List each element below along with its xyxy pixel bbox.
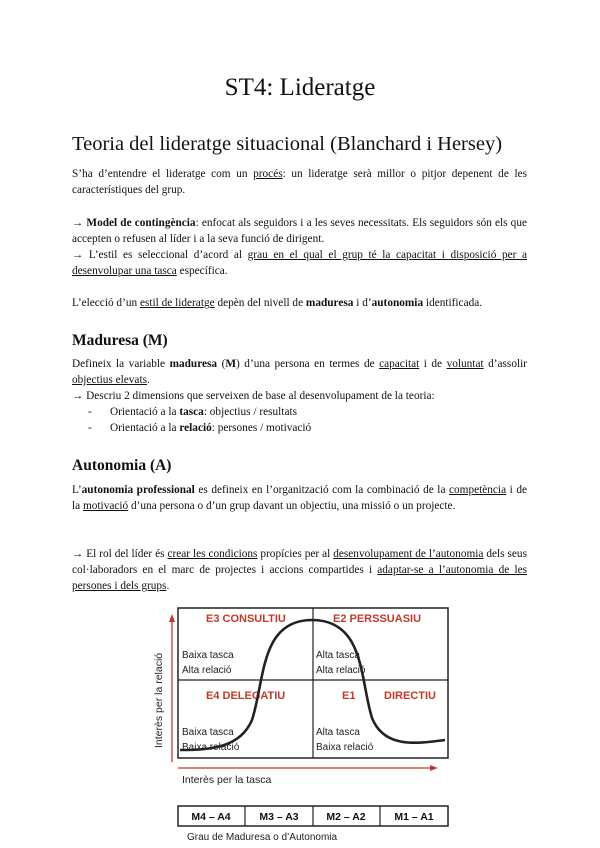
eleccio-paragraph: L’elecció d’un estil de lideratge depèn del nivell de maduresa i d’autonomia identificada.	[72, 297, 483, 309]
x-axis-arrowhead	[430, 765, 438, 771]
bl-label-2: Baixa relació	[182, 742, 240, 753]
br-label-2: Baixa relació	[316, 742, 374, 753]
quadrant-directiu-label: DIRECTIU	[384, 690, 436, 702]
maduresa-heading: Maduresa (M)	[72, 332, 168, 349]
tr-label-1: Alta tasca	[316, 650, 360, 661]
bl-label-1: Baixa tasca	[182, 727, 234, 738]
level-cell: M1 – A1	[394, 811, 434, 823]
situational-leadership-diagram	[140, 600, 460, 845]
list-item: - Orientació a la tasca: objectius / resultats	[72, 404, 527, 420]
br-label-1: Alta tasca	[316, 727, 360, 738]
section-title: Teoria del lideratge situacional (Blanchard i Hersey)	[72, 133, 503, 155]
level-cell: M3 – A3	[259, 811, 299, 823]
tl-label-1: Baixa tasca	[182, 650, 234, 661]
tr-label-2: Alta relació	[316, 665, 366, 676]
tl-label-2: Alta relació	[182, 665, 232, 676]
rol-lider-paragraph: → El rol del líder és crear les condicions propícies per al desenvolupament de l’autonomia dels seus col·laboradors en el marc de projectes i accions compartides i adaptar-se a l’autonomia de les persones i dels grups.	[72, 548, 527, 592]
x-axis-label: Interès per la tasca	[182, 774, 272, 786]
model-paragraph: → Model de contingència: enfocat als seguidors i a les seves necessitats. Els seguidors són els que accepten o refusen al líder i a la seva funció de dirigent.	[72, 217, 527, 245]
quadrant-e3-label: E3 CONSULTIU	[206, 613, 286, 625]
autonomia-paragraph: L’autonomia professional es defineix en l’organització com la combinació de la competència i de la motivació d’una persona o d’un grup davant un objectiu, una missió o un projecte.	[72, 484, 527, 512]
levels-caption: Grau de Maduresa o d’Autonomia	[187, 832, 338, 843]
dimensions-list	[72, 404, 527, 436]
page-title: ST4: Lideratge	[224, 74, 376, 101]
autonomia-heading: Autonomia (A)	[72, 457, 172, 474]
quadrant-e4-label: E4 DELEGATIU	[206, 690, 286, 702]
level-cell: M2 – A2	[326, 811, 366, 823]
maduresa-paragraph: Defineix la variable maduresa (M) d’una persona en termes de capacitat i de voluntat d’assolir objectius elevats.	[72, 358, 528, 386]
quadrant-e2-label: E2 PERSSUASIU	[333, 613, 422, 625]
y-axis-arrowhead	[169, 614, 175, 622]
estil-paragraph: → L’estil es seleccional d’acord al grau en el qual el grup té la capacitat i disposició per a desenvolupar una tasca específica.	[72, 249, 527, 277]
dimensions-line: → Descriu 2 dimensions que serveixen de base al desenvolupament de la teoria:	[72, 390, 435, 402]
quadrant-e1-label: E1	[342, 690, 356, 702]
level-cell: M4 – A4	[191, 811, 231, 823]
link-proces: procés	[253, 168, 283, 180]
intro-paragraph: S’ha d’entendre el lideratge com un procés: un lideratge serà millor o pitjor depenent de les característiques del grup.	[72, 168, 528, 196]
list-item: - Orientació a la relació: persones / motivació	[72, 420, 527, 436]
y-axis-label: Interès per la relació	[153, 652, 165, 748]
